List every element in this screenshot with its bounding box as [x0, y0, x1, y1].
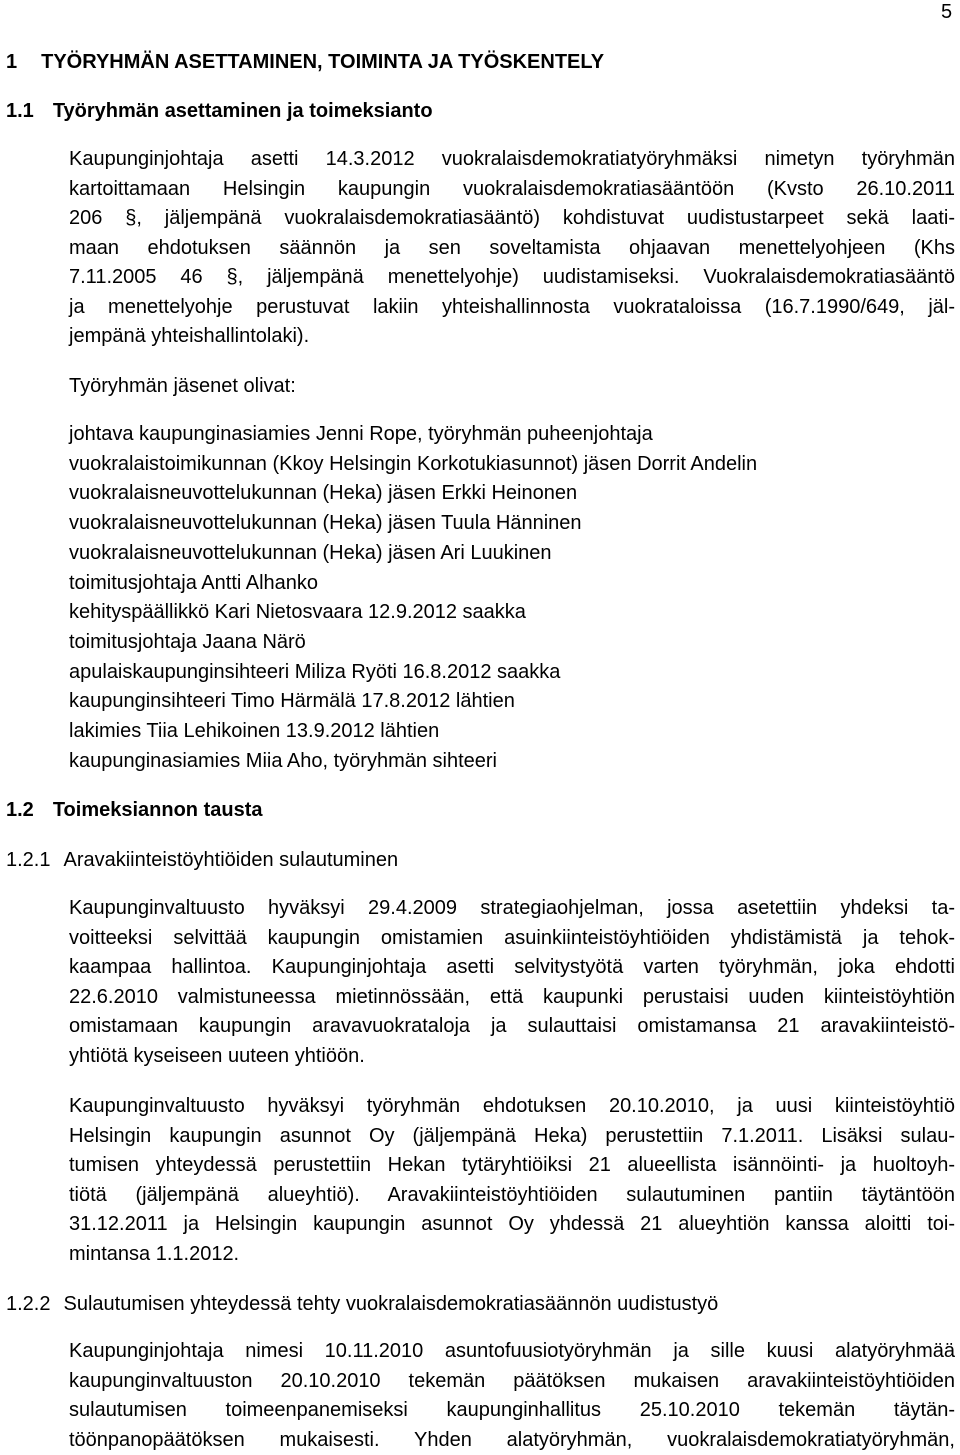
- text-line: kaampaa hallintoa. Kaupunginjohtaja asetti selvitystyötä varten työryhmän, joka ehdotti: [69, 953, 955, 983]
- list-item: toimitusjohtaja Antti Alhanko: [69, 569, 757, 599]
- list-item: vuokralaisneuvottelukunnan (Heka) jäsen Erkki Heinonen: [69, 479, 757, 509]
- section-number: 1.1: [6, 100, 34, 122]
- text-line: omistamaan kaupungin aravavuokrataloja ja sulauttaisi omistamansa 21 aravakiinteistö-: [69, 1012, 955, 1042]
- text-line: 206 §, jäljempänä vuokralaisdemokratiasääntö) kohdistuvat uudistustarpeet sekä laati-: [69, 204, 955, 234]
- text-line: maan ehdotuksen säännön ja sen soveltamista ohjaavan menettelyohjeen (Khs: [69, 234, 955, 264]
- text-line: yhtiötä kyseiseen uuteen yhtiöön.: [69, 1042, 955, 1072]
- list-item: johtava kaupunginasiamies Jenni Rope, työryhmän puheenjohtaja: [69, 420, 757, 450]
- text-line: kaupunginvaltuuston 20.10.2010 tekemän päätöksen mukaisen aravakiinteistöyhtiöiden: [69, 1367, 955, 1397]
- section-heading-1-2: [6, 798, 262, 822]
- section-number: 1.2: [6, 799, 34, 821]
- list-item: apulaiskaupunginsihteeri Miliza Ryöti 16.8.2012 saakka: [69, 658, 757, 688]
- text-line: kartoittamaan Helsingin kaupungin vuokralaisdemokratiasääntöön (Kvsto 26.10.2011: [69, 175, 955, 205]
- list-item: kehityspäällikkö Kari Nietosvaara 12.9.2012 saakka: [69, 598, 757, 628]
- list-item: vuokralaisneuvottelukunnan (Heka) jäsen Ari Luukinen: [69, 539, 757, 569]
- text-line: voitteeksi selvittää kaupungin omistamien asuinkiinteistöyhtiöiden yhdistämistä ja tehok-: [69, 924, 955, 954]
- section-title: Työryhmän asettaminen ja toimeksianto: [53, 100, 433, 122]
- text-line: Helsingin kaupungin asunnot Oy (jäljempänä Heka) perustettiin 7.1.2011. Lisäksi sulau-: [69, 1122, 955, 1152]
- paragraph-sulautuminen-2: [69, 1092, 955, 1269]
- chapter-number: 1: [6, 51, 17, 73]
- page-number: 5: [941, 0, 952, 24]
- text-line: sulautumisen toimeenpanemiseksi kaupunginhallitus 25.10.2010 tekemän täytän-: [69, 1396, 955, 1426]
- subsection-title: Sulautumisen yhteydessä tehty vuokralaisdemokratiasäännön uudistustyö: [63, 1293, 718, 1315]
- paragraph-sulautuminen-1: [69, 894, 955, 1071]
- text-line: Kaupunginvaltuusto hyväksyi työryhmän ehdotuksen 20.10.2010, ja uusi kiinteistöyhtiö: [69, 1092, 955, 1122]
- text-line: jempänä yhteishallintolaki).: [69, 322, 955, 352]
- list-item: vuokralaistoimikunnan (Kkoy Helsingin Korkotukiasunnot) jäsen Dorrit Andelin: [69, 450, 757, 480]
- text-line: Kaupunginjohtaja nimesi 10.11.2010 asuntofuusiotyöryhmän ja sille kuusi alatyöryhmää: [69, 1337, 955, 1367]
- text-line: tumisen yhteydessä perustettiin Hekan tytäryhtiöiksi 21 alueellista isännöinti- ja huoltoyh-: [69, 1151, 955, 1181]
- list-item: kaupunginasiamies Miia Aho, työryhmän sihteeri: [69, 747, 757, 777]
- list-item: toimitusjohtaja Jaana Närö: [69, 628, 757, 658]
- subsection-title: Aravakiinteistöyhtiöiden sulautuminen: [63, 849, 398, 871]
- subsection-number: 1.2.1: [6, 849, 50, 871]
- text-line: Kaupunginvaltuusto hyväksyi 29.4.2009 strategiaohjelman, jossa asetettiin yhdeksi ta-: [69, 894, 955, 924]
- section-heading-1-1: [6, 99, 433, 123]
- subsection-number: 1.2.2: [6, 1293, 50, 1315]
- text-line: ja menettelyohje perustuvat lakiin yhteishallinnosta vuokrataloissa (16.7.1990/649, jäl-: [69, 293, 955, 323]
- section-title: Toimeksiannon tausta: [53, 799, 263, 821]
- chapter-heading: [6, 50, 604, 74]
- paragraph-toimeksianto: [69, 145, 955, 352]
- text-line: mintansa 1.1.2012.: [69, 1240, 955, 1270]
- text-line: tiötä (jäljempänä alueyhtiö). Aravakiinteistöyhtiöiden sulautuminen pantiin täytäntöön: [69, 1181, 955, 1211]
- subsection-heading-1-2-1: [6, 848, 398, 872]
- chapter-title: TYÖRYHMÄN ASETTAMINEN, TOIMINTA JA TYÖSKENTELY: [41, 51, 604, 73]
- text-line: 22.6.2010 valmistuneessa mietinnössään, että kaupunki perustaisi uuden kiinteistöyhtiön: [69, 983, 955, 1013]
- text-line: Työryhmän jäsenet olivat:: [69, 372, 955, 402]
- subsection-heading-1-2-2: [6, 1292, 718, 1316]
- text-line: Kaupunginjohtaja asetti 14.3.2012 vuokralaisdemokratiatyöryhmäksi nimetyn työryhmän: [69, 145, 955, 175]
- members-list: [69, 420, 757, 776]
- list-item: lakimies Tiia Lehikoinen 13.9.2012 lähtien: [69, 717, 757, 747]
- list-item: kaupunginsihteeri Timo Härmälä 17.8.2012 lähtien: [69, 687, 757, 717]
- paragraph-uudistustyo: [69, 1337, 955, 1455]
- text-line: 31.12.2011 ja Helsingin kaupungin asunnot Oy yhdessä 21 alueyhtiön kanssa aloitti toi-: [69, 1210, 955, 1240]
- list-item: vuokralaisneuvottelukunnan (Heka) jäsen Tuula Hänninen: [69, 509, 757, 539]
- text-line: töönpanopäätöksen mukaisesti. Yhden alatyöryhmän, vuokralaisdemokratiatyöryhmän,: [69, 1426, 955, 1455]
- members-intro: [69, 372, 955, 402]
- text-line: 7.11.2005 46 §, jäljempänä menettelyohje) uudistamiseksi. Vuokralaisdemokratiasääntö: [69, 263, 955, 293]
